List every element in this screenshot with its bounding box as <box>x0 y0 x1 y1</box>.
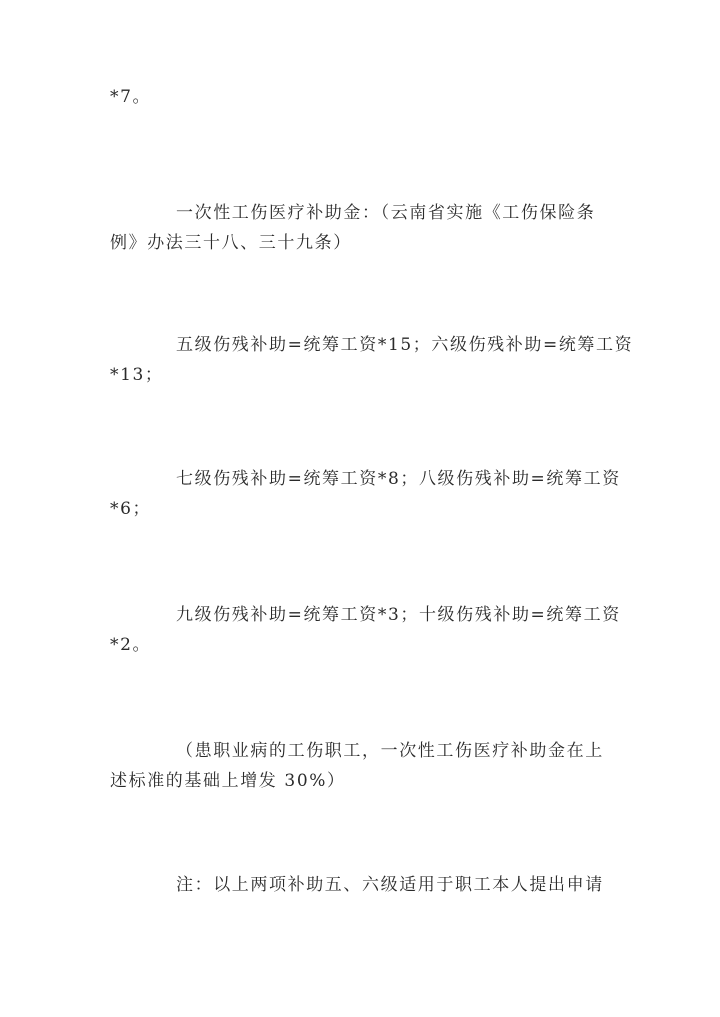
text-line: 九级伤残补助=统筹工资*3；十级伤残补助=统筹工资 <box>176 605 621 625</box>
text-line: *2。 <box>110 635 152 655</box>
paragraph-grade-9-10 <box>110 600 621 660</box>
text-line: 例》办法三十八、三十九条） <box>110 233 352 253</box>
paragraph-continuation <box>110 82 610 112</box>
text-line: 七级伤残补助=统筹工资*8；八级伤残补助=统筹工资 <box>176 469 621 489</box>
paragraph-medical-subsidy-heading <box>110 198 610 258</box>
text-line: （患职业病的工伤职工，一次性工伤医疗补助金在上 <box>176 741 604 761</box>
text-line: *6； <box>110 499 152 519</box>
paragraph-grade-7-8 <box>110 464 621 524</box>
text-line: 一次性工伤医疗补助金：（云南省实施《工伤保险条 <box>176 203 596 223</box>
text-line: 述标准的基础上增发 30%） <box>110 771 346 791</box>
text-line: 注：以上两项补助五、六级适用于职工本人提出申请 <box>176 875 604 895</box>
paragraph-footnote <box>110 870 610 900</box>
paragraph-grade-5-6 <box>110 330 634 390</box>
text-line: *7。 <box>110 87 152 107</box>
text-line: 五级伤残补助=统筹工资*15；六级伤残补助=统筹工资 <box>176 335 634 355</box>
text-line: *13； <box>110 365 164 385</box>
paragraph-occupational-disease-note <box>110 736 610 796</box>
